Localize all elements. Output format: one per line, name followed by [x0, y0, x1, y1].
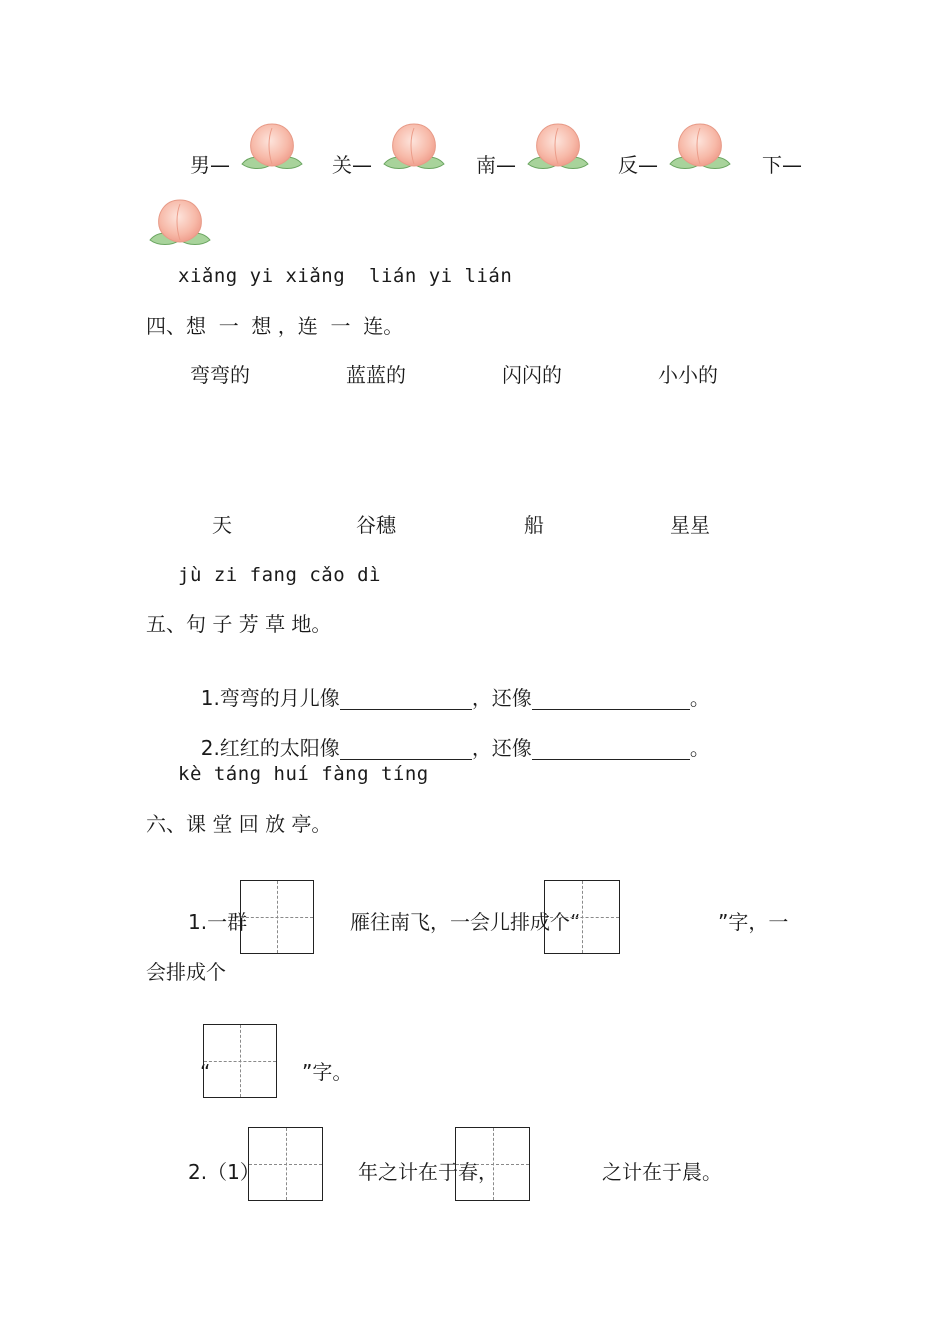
char-item-5: 下— [762, 153, 802, 177]
char-item-4: 反— [618, 153, 658, 177]
section5-title: 五、句 子 芳 草 地。 [146, 612, 332, 636]
period: 。 [689, 686, 710, 710]
q2-part-c: 之计在于晨。 [602, 1160, 722, 1184]
sentence-2 [188, 712, 710, 760]
sentence-2-start: 2.红红的太阳像 [200, 736, 340, 760]
section5-pinyin: jù zi fang cǎo dì [178, 564, 381, 586]
also-like: ，还像 [471, 736, 532, 760]
tian-grid-box[interactable] [203, 1024, 277, 1098]
tian-grid-box[interactable] [240, 880, 314, 954]
also-like: ，还像 [471, 686, 532, 710]
tian-grid-box[interactable] [455, 1127, 530, 1201]
answer-blank[interactable] [532, 689, 690, 710]
section6-pinyin: kè táng huí fàng tíng [178, 763, 429, 785]
word-bottom-4[interactable]: 星星 [670, 513, 710, 537]
answer-blank[interactable] [340, 739, 472, 760]
q1-part-a: 1.一群 [188, 910, 248, 934]
word-top-1[interactable]: 弯弯的 [190, 363, 250, 387]
answer-blank[interactable] [340, 689, 472, 710]
q2-part-a: 2.（1） [188, 1160, 260, 1184]
word-top-2[interactable]: 蓝蓝的 [346, 363, 406, 387]
char-item-1: 男— [190, 153, 230, 177]
q1-part-c: ”字，一 [718, 910, 789, 934]
sentence-1-start: 1.弯弯的月儿像 [200, 686, 340, 710]
word-top-3[interactable]: 闪闪的 [502, 363, 562, 387]
q1-close-quote: ”字。 [302, 1060, 353, 1084]
q1-part-d: 会排成个 [146, 960, 226, 984]
peach-icon[interactable] [378, 120, 450, 176]
period: 。 [689, 736, 710, 760]
q1-part-b: 雁往南飞，一会儿排成个“ [350, 910, 581, 934]
peach-icon[interactable] [236, 120, 308, 176]
q2-part-b: 年之计在于春， [358, 1160, 498, 1184]
word-bottom-2[interactable]: 谷穗 [356, 513, 396, 537]
peach-icon[interactable] [664, 120, 736, 176]
section4-title: 四、想 一 想 ，连 一 连。 [146, 314, 404, 338]
word-top-4[interactable]: 小小的 [658, 363, 718, 387]
peach-icon[interactable] [522, 120, 594, 176]
tian-grid-box[interactable] [248, 1127, 323, 1201]
sentence-1 [188, 662, 710, 710]
peach-icon[interactable] [144, 196, 216, 252]
char-item-3: 南— [476, 153, 516, 177]
q1-open-quote: “ [200, 1060, 211, 1084]
section4-pinyin: xiǎng yi xiǎng lián yi lián [178, 265, 513, 287]
char-item-2: 关— [332, 153, 372, 177]
answer-blank[interactable] [532, 739, 690, 760]
word-bottom-1[interactable]: 天 [212, 513, 232, 537]
word-bottom-3[interactable]: 船 [524, 513, 544, 537]
tian-grid-box[interactable] [544, 880, 620, 954]
section6-title: 六、课 堂 回 放 亭。 [146, 812, 332, 836]
